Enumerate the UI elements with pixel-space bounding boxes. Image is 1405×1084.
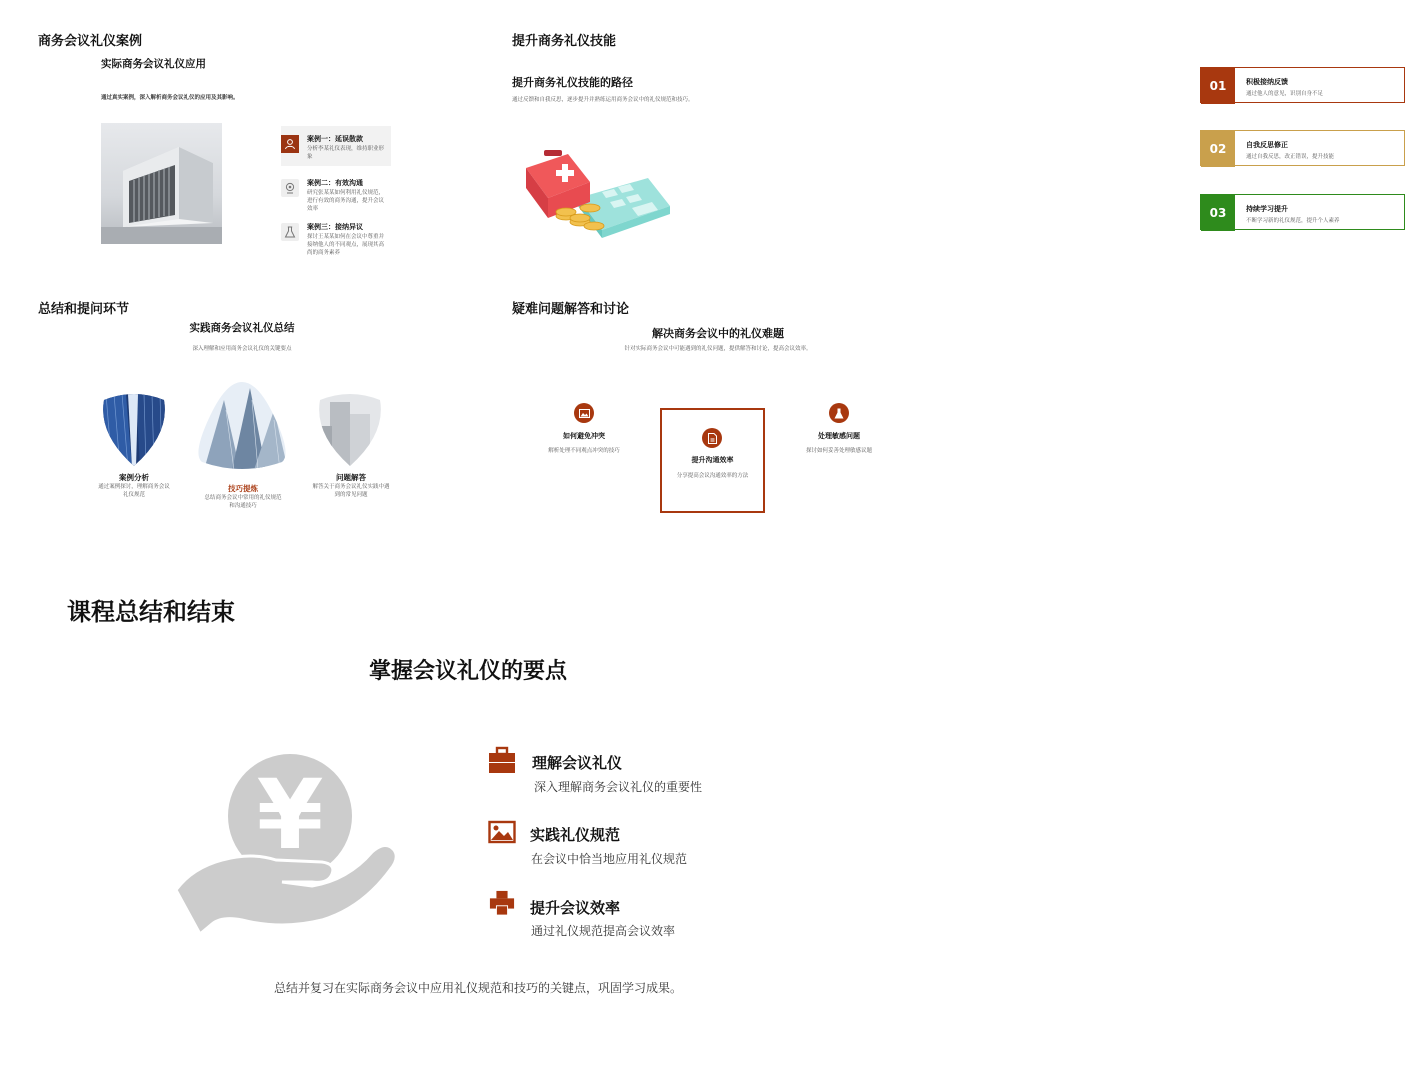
hand-coin-icon <box>172 748 404 940</box>
slide-footer: 总结并复习在实际商务会议中应用礼仪规范和技巧的关键点，巩固学习成果。 <box>273 981 682 995</box>
case-title: 案例一：延误散款 <box>307 135 363 143</box>
slide-subtitle: 通过真实案例，深入解析商务会议礼仪的应用及其影响。 <box>101 95 239 101</box>
step-item[interactable] <box>1200 67 1405 103</box>
qa-desc: 解析处理不同观点冲突的技巧 <box>548 448 620 454</box>
image-icon <box>488 819 516 845</box>
step-number: 02 <box>1201 131 1235 167</box>
case-desc: 探讨王某某如何在会议中尊重并接纳他人的不同观点，展现其高尚的商务素养 <box>307 234 385 256</box>
grey-buildings-image <box>316 394 384 468</box>
step-number: 01 <box>1201 68 1235 104</box>
slide-title: 总结和提问环节 <box>38 302 130 317</box>
summary-desc: 解答关于商务会议礼仪实践中遇到的常见问题 <box>312 484 390 498</box>
office-buildings-image <box>100 394 168 468</box>
qa-desc: 探讨如何妥善处理敏感议题 <box>805 448 872 454</box>
step-title: 自我反思修正 <box>1246 141 1288 149</box>
flask-icon <box>829 403 849 423</box>
step-desc: 通过自我反思，改正错误，提升技能 <box>1246 154 1335 160</box>
qa-title: 如何避免冲突 <box>563 432 605 440</box>
slide-title: 提升商务礼仪技能 <box>512 34 617 49</box>
qa-title: 提升沟通效率 <box>691 456 734 464</box>
case-title: 案例二：有效沟通 <box>307 179 363 187</box>
briefcase-icon <box>488 747 516 773</box>
feature-title: 理解会议礼仪 <box>532 754 623 772</box>
feature-desc: 深入理解商务会议礼仪的重要性 <box>534 780 703 794</box>
step-title: 积极接纳反馈 <box>1246 78 1288 86</box>
step-number: 03 <box>1201 195 1235 231</box>
slide-subtitle: 深入理解和应用商务会议礼仪的关键要点 <box>192 346 292 352</box>
slide-title: 疑难问题解答和讨论 <box>512 302 630 317</box>
qa-desc: 分享提高会议沟通效率的方法 <box>676 473 749 479</box>
step-desc: 不断学习新的礼仪规范，提升个人素养 <box>1246 218 1340 224</box>
image-icon <box>574 403 594 423</box>
summary-item[interactable] <box>312 472 390 499</box>
feature-desc: 通过礼仪规范提高会议效率 <box>531 924 676 938</box>
qa-title: 处理敏感问题 <box>818 432 860 440</box>
summary-item[interactable] <box>96 472 172 499</box>
document-icon <box>702 428 722 448</box>
slide-qa-discussion <box>480 270 960 540</box>
feature-title: 实践礼仪规范 <box>530 826 621 844</box>
slide-skills <box>480 0 1340 270</box>
summary-desc: 总结商务会议中常用的礼仪规范和沟通技巧 <box>204 495 282 509</box>
slide-course-conclusion <box>0 540 960 1084</box>
step-title: 持续学习提升 <box>1246 205 1288 213</box>
summary-title: 技巧提炼 <box>228 484 258 493</box>
slide-desc: 通过反馈和自我反思，逐步提升并熟练运用商务会议中的礼仪规范和技巧。 <box>512 97 694 103</box>
slide-summary-qa <box>0 270 480 540</box>
printer-icon <box>488 890 516 916</box>
step-desc: 通过他人的意见，识别自身不足 <box>1246 91 1324 97</box>
slide-subtitle: 针对实际商务会议中可能遇到的礼仪问题，提供解答和讨论，提高会议效率。 <box>624 346 812 352</box>
summary-title: 案例分析 <box>119 473 149 482</box>
case-item[interactable] <box>281 214 391 254</box>
currency-symbol: ¥ <box>256 759 324 871</box>
slide-case-studies <box>0 0 480 270</box>
slide-heading: 实践商务会议礼仪总结 <box>189 322 295 334</box>
slide-heading: 解决商务会议中的礼仪难题 <box>652 327 784 340</box>
medkit-calculator-illustration <box>520 146 675 248</box>
feature-desc: 在会议中恰当地应用礼仪规范 <box>531 852 688 866</box>
building-photo <box>101 123 222 244</box>
slide-heading: 提升商务礼仪技能的路径 <box>512 76 633 89</box>
skyscrapers-image <box>196 380 288 470</box>
slide-title: 商务会议礼仪案例 <box>38 34 143 49</box>
step-item[interactable] <box>1200 194 1405 230</box>
slide-heading: 掌握会议礼仪的要点 <box>368 659 567 684</box>
summary-desc: 通过案例探讨，理解商务会议礼仪规范 <box>98 484 170 498</box>
feature-title: 提升会议效率 <box>530 899 621 917</box>
summary-item[interactable] <box>202 483 284 510</box>
case-item[interactable] <box>281 170 391 210</box>
case-title: 案例三：接纳异议 <box>307 223 363 231</box>
person-icon <box>281 135 299 153</box>
case-item[interactable] <box>281 126 391 166</box>
case-desc: 研究张某某如何利用礼仪规范，进行有效的商务沟通，提升会议效率 <box>307 190 385 212</box>
case-desc: 分析李某礼仪表现，维持职业形象 <box>307 146 385 160</box>
slide-title: 课程总结和结束 <box>67 598 235 626</box>
flask-icon <box>281 223 299 241</box>
summary-title: 问题解答 <box>336 473 366 482</box>
slide-heading: 实际商务会议礼仪应用 <box>101 58 206 70</box>
step-item[interactable] <box>1200 130 1405 166</box>
webcam-icon <box>281 179 299 197</box>
